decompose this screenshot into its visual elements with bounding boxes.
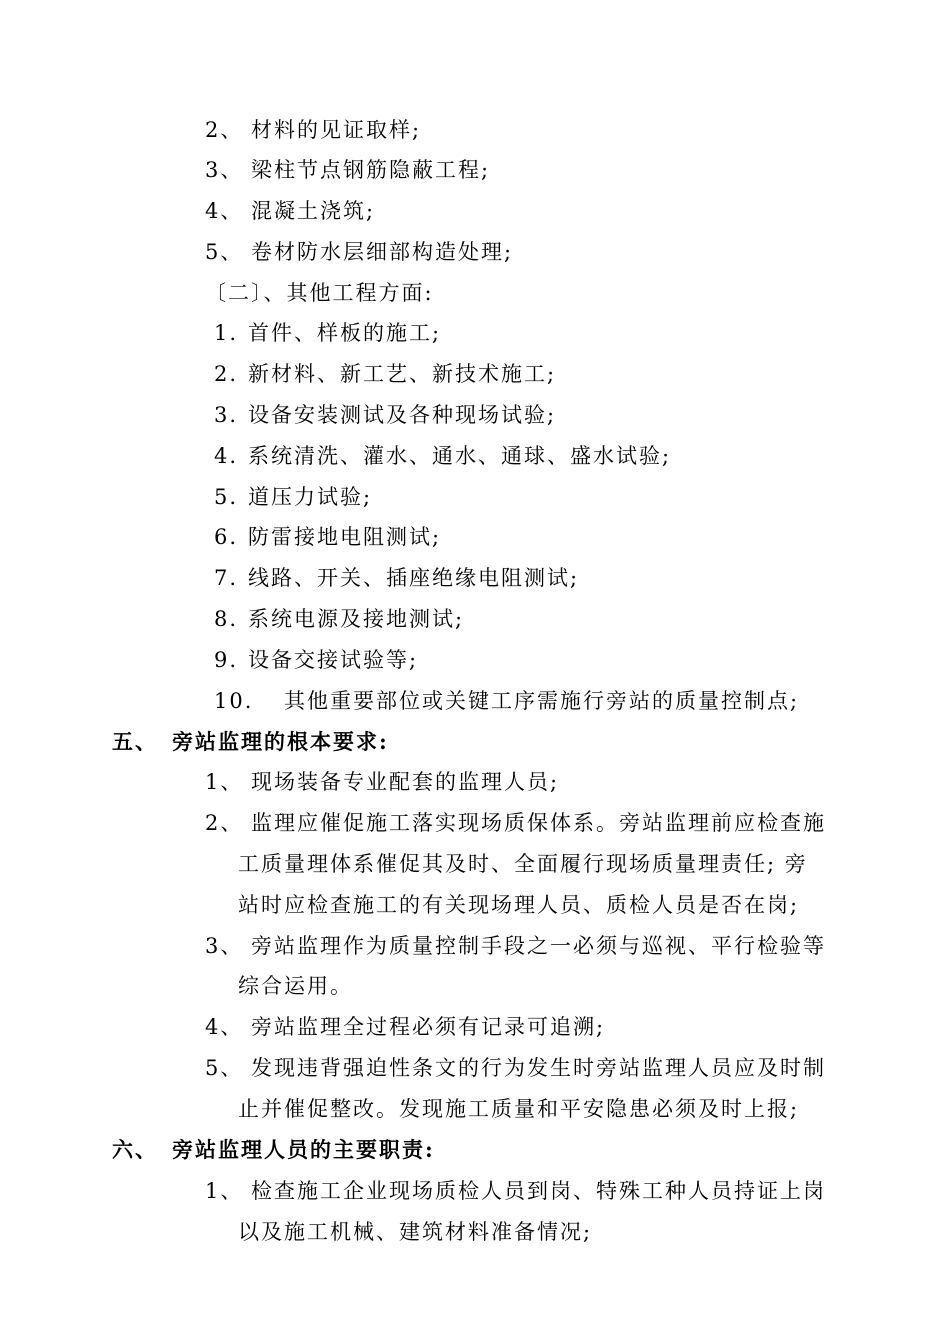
list-item [214,400,556,430]
list-item [205,1176,826,1206]
section-number: 五、 [112,729,158,754]
item-number: 7. [214,566,239,590]
section-heading [112,727,389,757]
list-item [214,645,418,675]
item-text-continuation: 以及施工机械、建筑材料准备情况; [238,1220,593,1244]
item-number: 9. [214,648,239,672]
item-text: 监理应催促施工落实现场质保体系。旁站监理前应检查施 [251,811,826,835]
item-text-continuation: 止并催促整改。发现施工质量和平安隐患必须及时上报; [238,1097,800,1121]
list-item [214,686,799,716]
subsection-heading: 〔二〕、其他工程方面: [205,281,434,305]
item-text: 发现违背强迫性条文的行为发生时旁站监理人员应及时制 [251,1056,826,1080]
list-item [214,604,464,634]
section-heading [112,1135,435,1165]
list-item [214,563,579,593]
item-number: 6. [214,525,239,549]
list-item [205,767,559,797]
item-text: 线路、开关、插座绝缘电阻测试; [248,566,580,590]
item-number: 4. [214,444,239,468]
item-text-continuation: 站时应检查施工的有关现场理人员、质检人员是否在岗; [238,893,800,917]
list-item [214,318,441,348]
item-text: 系统清洗、灌水、通水、通球、盛水试验; [248,444,672,468]
item-text: 新材料、新工艺、新技术施工; [248,362,557,386]
list-item [205,237,513,267]
list-item [214,359,556,389]
item-text-continuation: 综合运用。 [238,974,353,998]
list-item [205,1012,605,1042]
list-item [214,441,671,471]
item-number: 5、 [205,1056,244,1080]
item-text: 旁站监理全过程必须有记录可追溯; [251,1015,606,1039]
item-number: 5. [214,485,239,509]
item-number: 1. [214,321,239,345]
item-text: 旁站监理作为质量控制手段之一必须与巡视、平行检验等 [251,934,826,958]
list-item [214,482,372,512]
item-text: 检查施工企业现场质检人员到岗、特殊工种人员持证上岗 [251,1179,826,1203]
section-number: 六、 [112,1137,158,1162]
item-number: 3、 [205,158,244,182]
list-item [205,115,421,145]
item-text: 设备安装测试及各种现场试验; [248,403,557,427]
item-text: 梁柱节点钢筋隐蔽工程; [251,158,491,182]
item-text: 材料的见证取样; [251,118,422,142]
item-text: 首件、样板的施工; [248,321,442,345]
item-number: 3. [214,403,239,427]
item-number: 1、 [205,770,244,794]
item-number: 4、 [205,199,244,223]
item-text: 道压力试验; [248,485,373,509]
item-text: 卷材防水层细部构造处理; [251,240,514,264]
item-number: 8. [214,607,239,631]
section-title: 旁站监理的根本要求: [172,729,389,754]
list-item [214,522,441,552]
item-text: 混凝土浇筑; [251,199,376,223]
item-number: 1、 [205,1179,244,1203]
list-item [205,808,826,838]
item-number: 2、 [205,811,244,835]
item-number: 5、 [205,240,244,264]
item-text: 设备交接试验等; [248,648,419,672]
list-item [205,931,826,961]
item-text: 现场装备专业配套的监理人员; [251,770,560,794]
item-number: 2、 [205,118,244,142]
list-item [205,1053,826,1083]
item-text: 防雷接地电阻测试; [248,525,442,549]
item-text-continuation: 工质量理体系催促其及时、全面履行现场质量理责任; 旁 [238,852,808,876]
item-number: 10. [214,689,254,713]
list-item [205,155,490,185]
list-item [205,196,375,226]
item-number: 3、 [205,934,244,958]
section-title: 旁站监理人员的主要职责: [172,1137,435,1162]
item-number: 2. [214,362,239,386]
item-text: 系统电源及接地测试; [248,607,465,631]
item-number: 4、 [205,1015,244,1039]
item-text: 其他重要部位或关键工序需施行旁站的质量控制点; [284,689,800,713]
